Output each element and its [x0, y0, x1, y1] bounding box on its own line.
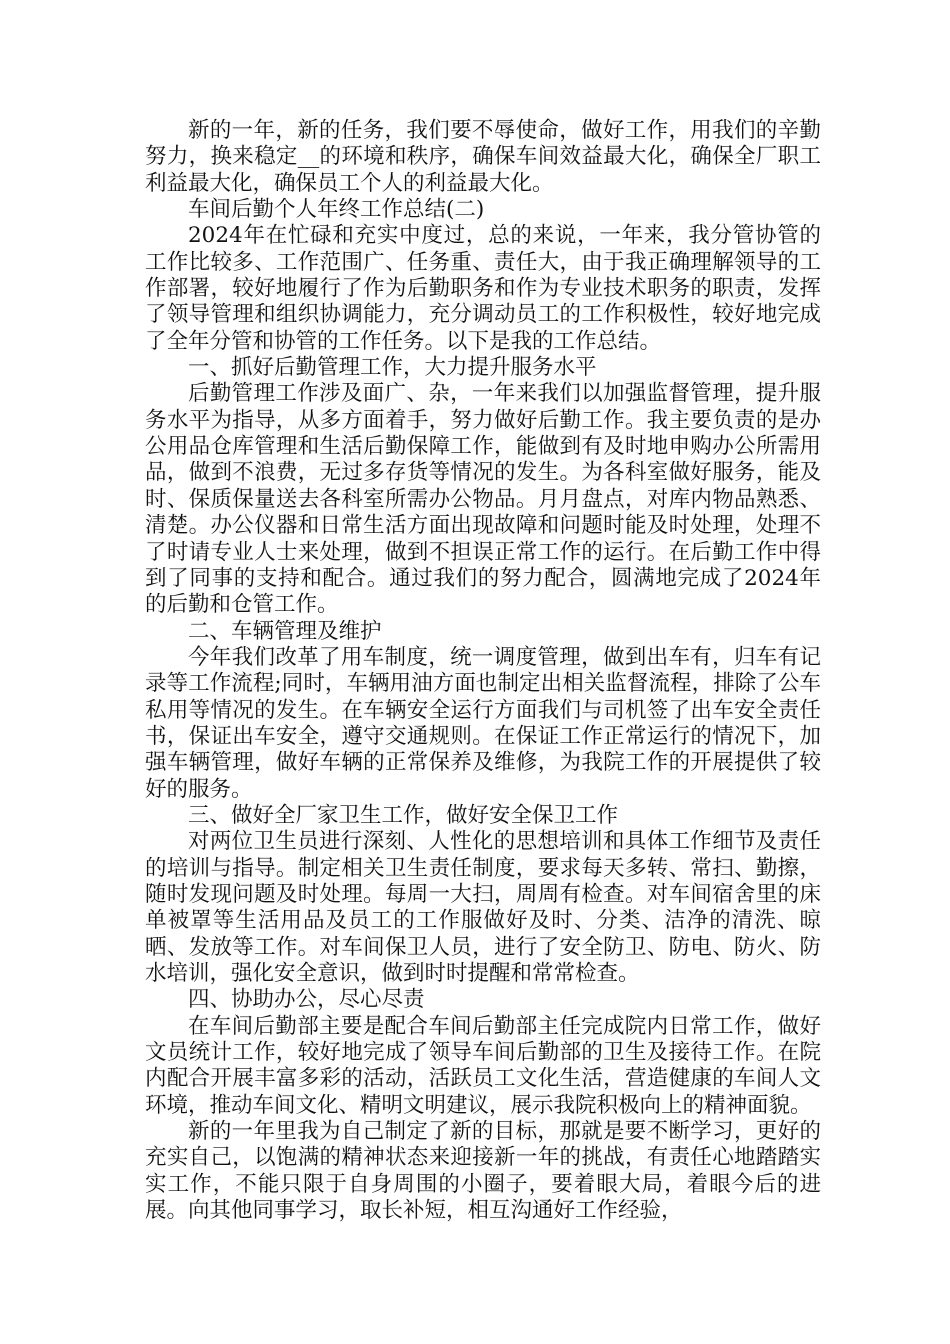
- document-title: 车间后勤个人年终工作总结(二): [188, 197, 485, 223]
- section-heading-3: 三、做好全厂家卫生工作，做好安全保卫工作: [188, 802, 619, 828]
- document-body: [145, 118, 821, 1224]
- paragraph-closing: 新的一年里我为自己制定了新的目标，那就是要不断学习，更好的充实自己，以饱满的精神状态来迎接新一年的挑战，有责任心地踏踏实实工作，不能只限于自身周围的小圈子，要着眼大局，着眼今后的进展。向其他同事学习，取长补短，相互沟通好工作经验，: [145, 1119, 821, 1224]
- paragraph-section-4: 在车间后勤部主要是配合车间后勤部主任完成院内日常工作，做好文员统计工作，较好地完成了领导车间后勤部的卫生及接待工作。在院内配合开展丰富多彩的活动，活跃员工文化生活，营造健康的车间人文环境，推动车间文化、精明文明建议，展示我院积极向上的精神面貌。: [145, 1013, 821, 1118]
- paragraph-summary: 2024年在忙碌和充实中度过，总的来说，一年来，我分管协管的工作比较多、工作范围广、任务重、责任大，由于我正确理解领导的工作部署，较好地履行了作为后勤职务和作为专业技术职务的职责，发挥了领导管理和组织协调能力，充分调动员工的工作积极性，较好地完成了全年分管和协管的工作任务。以下是我的工作总结。: [145, 223, 821, 354]
- section-heading-1: 一、抓好后勤管理工作，大力提升服务水平: [188, 355, 597, 381]
- section-heading-2: 二、车辆管理及维护: [188, 618, 382, 644]
- paragraph-section-1: 后勤管理工作涉及面广、杂，一年来我们以加强监督管理，提升服务水平为指导，从多方面着手，努力做好后勤工作。我主要负责的是办公用品仓库管理和生活后勤保障工作，能做到有及时地申购办公所需用品，做到不浪费，无过多存货等情况的发生。为各科室做好服务，能及时、保质保量送去各科室所需办公物品。月月盘点，对库内物品熟悉、清楚。办公仪器和日常生活方面出现故障和问题时能及时处理，处理不了时请专业人士来处理，做到不担误正常工作的运行。在后勤工作中得到了同事的支持和配合。通过我们的努力配合，圆满地完成了2024年的后勤和仓管工作。: [145, 381, 821, 618]
- paragraph-section-3: 对两位卫生员进行深刻、人性化的思想培训和具体工作细节及责任的培训与指导。制定相关卫生责任制度，要求每天多转、常扫、勤擦，随时发现问题及时处理。每周一大扫，周周有检查。对车间宿舍里的床单被罩等生活用品及员工的工作服做好及时、分类、洁净的清洗、晾晒、发放等工作。对车间保卫人员，进行了安全防卫、防电、防火、防水培训，强化安全意识，做到时时提醒和常常检查。: [145, 829, 821, 986]
- paragraph-section-2: 今年我们改革了用车制度，统一调度管理，做到出车有，归车有记录等工作流程;同时，车辆用油方面也制定出相关监督流程，排除了公车私用等情况的发生。在车辆安全运行方面我们与司机签了出车安全责任书，保证出车安全，遵守交通规则。在保证工作正常运行的情况下，加强车辆管理，做好车辆的正常保养及维修，为我院工作的开展提供了较好的服务。: [145, 644, 821, 802]
- section-heading-4: 四、协助办公，尽心尽责: [188, 987, 425, 1013]
- paragraph-intro: 新的一年，新的任务，我们要不辱使命，做好工作，用我们的辛勤努力，换来稳定__的环境和秩序，确保车间效益最大化，确保全厂职工利益最大化，确保员工个人的利益最大化。: [145, 118, 821, 196]
